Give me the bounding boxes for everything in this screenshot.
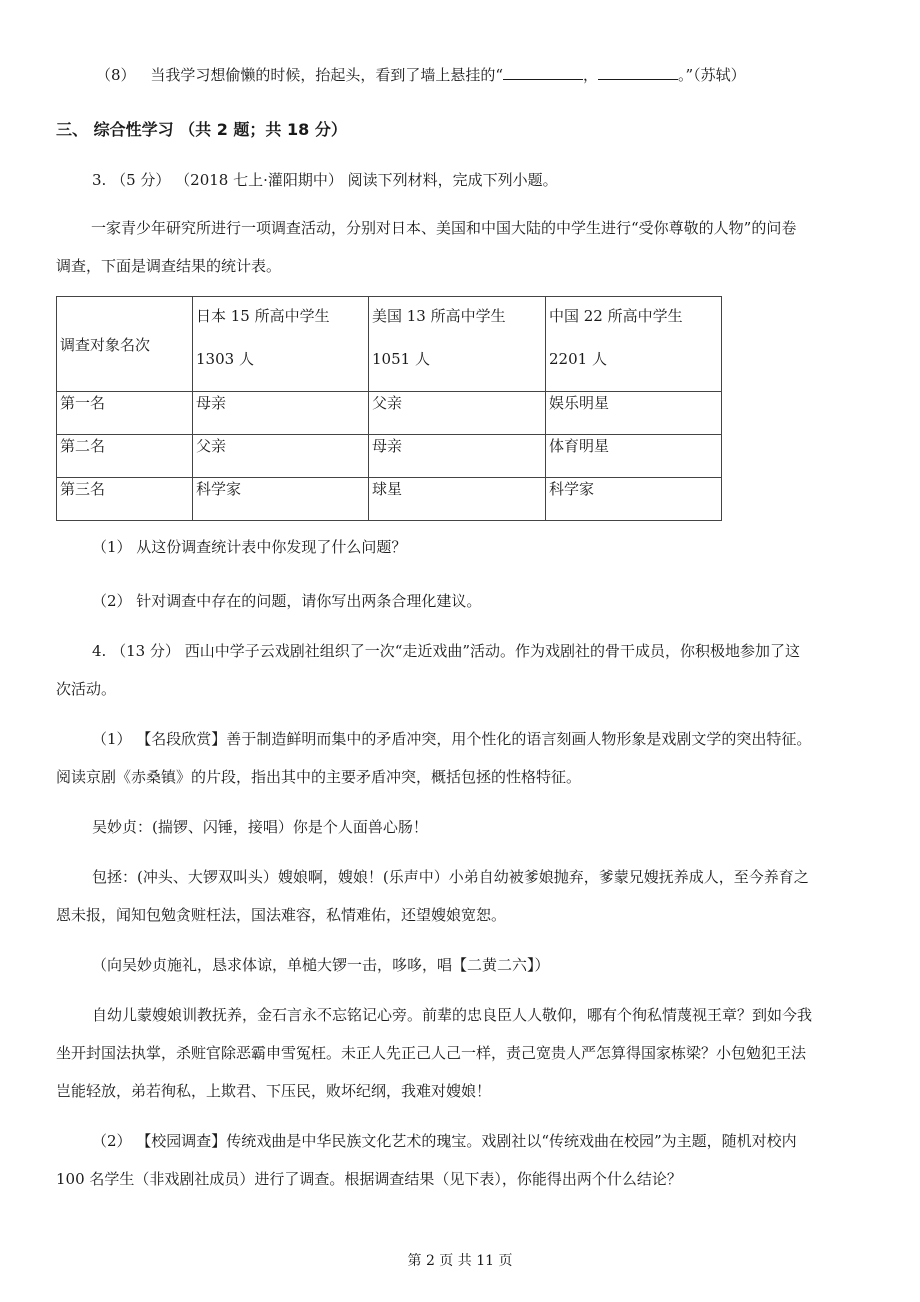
script-line-wu: 吴妙贞：(揣锣、闪锤，接唱）你是个人面兽心肠！	[92, 818, 428, 836]
question-4-sub-1-line-1: （1） 【名段欣赏】善于制造鲜明而集中的矛盾冲突，用个性化的语言刻画人物形象是戏剧文学的突出特征。	[92, 730, 812, 748]
table-corner-cell: 调查对象名次	[57, 297, 193, 392]
answer-blank-2[interactable]	[598, 65, 678, 80]
page-number: 第 2 页 共 11 页	[407, 1253, 513, 1269]
blank-separator: ，	[583, 66, 599, 84]
table-row	[57, 392, 722, 435]
header-line-2: 1051 人	[372, 350, 430, 368]
answer-blank-1[interactable]	[503, 65, 583, 80]
question-3-intro-line-2: 调查，下面是调查结果的统计表。	[56, 257, 282, 275]
question-4-header-line-2: 次活动。	[56, 680, 117, 698]
aria-line-3: 岂能轻放，弟若徇私，上欺君、下压民，败坏纪纲，我难对嫂娘！	[56, 1082, 492, 1100]
aria-line-1: 自幼儿蒙嫂娘训教抚养，金石言永不忘铭记心旁。前辈的忠良臣人人敬仰，哪有个徇私情蔑视王章？到如今我	[92, 1006, 813, 1024]
rank-cell: 第三名	[57, 478, 193, 521]
question-3-sub-1: （1） 从这份调查统计表中你发现了什么问题？	[92, 538, 407, 556]
table-header-cell	[546, 297, 722, 392]
table-cell: 母亲	[193, 392, 369, 435]
question-3-sub-2: （2） 针对调查中存在的问题，请你写出两条合理化建议。	[92, 592, 482, 610]
table-cell: 体育明星	[546, 435, 722, 478]
table-cell: 娱乐明星	[546, 392, 722, 435]
header-line-1: 美国 13 所高中学生	[372, 307, 506, 325]
section-title: 三、 综合性学习 （共 2 题；共 18 分）	[56, 120, 347, 139]
item-number: （8）	[96, 66, 136, 84]
script-line-bao-2: 恩未报，闻知包勉贪赃枉法，国法难容，私情难佑，还望嫂娘宽恕。	[56, 906, 507, 924]
header-line-2: 1303 人	[196, 350, 254, 368]
header-line-1: 中国 22 所高中学生	[549, 307, 683, 325]
table-cell: 父亲	[193, 435, 369, 478]
question-4-sub-2-line-1: （2） 【校园调查】传统戏曲是中华民族文化艺术的瑰宝。戏剧社以“传统戏曲在校园”为主题，随机对校内	[92, 1132, 797, 1150]
aria-line-2: 坐开封国法执掌，杀赃官除恶霸申雪冤枉。未正人先正己人己一样，责己宽贵人严怎算得国家栋梁？小包勉犯王法	[56, 1044, 807, 1062]
question-4-sub-2-line-2: 100 名学生（非戏剧社成员）进行了调查。根据调查结果（见下表），你能得出两个什么结论？	[56, 1170, 682, 1188]
item-text: 当我学习想偷懒的时候，抬起头，看到了墙上悬挂的“	[150, 66, 503, 84]
table-row	[57, 478, 722, 521]
fill-blank-question-8	[96, 64, 746, 85]
survey-table	[56, 296, 722, 521]
rank-cell: 第二名	[57, 435, 193, 478]
table-cell: 母亲	[369, 435, 546, 478]
script-line-bao-1: 包拯：(冲头、大锣双叫头）嫂娘啊，嫂娘！(乐声中）小弟自幼被爹娘抛弃，爹蒙兄嫂抚养成人，至今养育之	[92, 868, 809, 886]
table-cell: 父亲	[369, 392, 546, 435]
stage-direction: （向吴妙贞施礼，恳求体谅，单槌大锣一击，哆哆，唱【二黄二六】）	[92, 956, 550, 974]
item-text-after: 。”（苏轼）	[678, 66, 746, 84]
table-cell: 科学家	[546, 478, 722, 521]
table-cell: 科学家	[193, 478, 369, 521]
header-line-1: 日本 15 所高中学生	[196, 307, 330, 325]
question-4-header-line-1: 4. （13 分） 西山中学子云戏剧社组织了一次“走近戏曲”活动。作为戏剧社的骨干成员，你积极地参加了这	[92, 642, 801, 660]
table-row	[57, 435, 722, 478]
table-header-row	[57, 297, 722, 392]
table-header-cell	[369, 297, 546, 392]
question-3-intro-line-1: 一家青少年研究所进行一项调查活动，分别对日本、美国和中国大陆的中学生进行“受你尊敬的人物”的问卷	[91, 219, 797, 237]
question-4-sub-1-line-2: 阅读京剧《赤桑镇》的片段，指出其中的主要矛盾冲突，概括包拯的性格特征。	[56, 768, 582, 786]
question-3-header: 3. （5 分） （2018 七上·灌阳期中） 阅读下列材料，完成下列小题。	[92, 171, 558, 189]
table-cell: 球星	[369, 478, 546, 521]
rank-cell: 第一名	[57, 392, 193, 435]
header-line-2: 2201 人	[549, 350, 607, 368]
table-header-cell	[193, 297, 369, 392]
